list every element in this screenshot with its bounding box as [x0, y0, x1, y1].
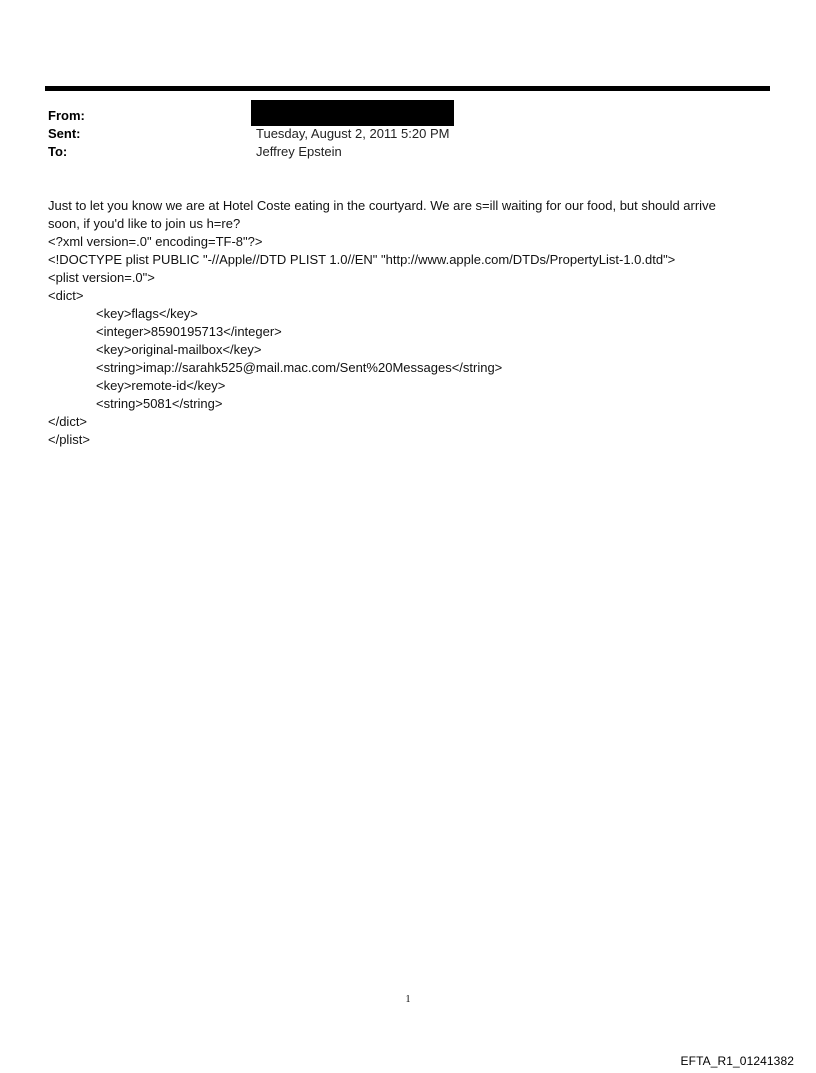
body-line: <string>5081</string> [96, 396, 223, 411]
body-line: Just to let you know we are at Hotel Coste eating in the courtyard. We are s=ill waiting for our food, but should arrive [48, 198, 716, 213]
from-label: From: [48, 108, 85, 123]
sent-label: Sent: [48, 126, 81, 141]
body-line: <key>remote-id</key> [96, 378, 226, 393]
body-line: <key>flags</key> [96, 306, 198, 321]
to-label: To: [48, 144, 68, 159]
document-id: EFTA_R1_01241382 [680, 1054, 794, 1068]
body-line: <?xml version=.0" encoding=TF-8"?> [48, 234, 263, 249]
header-divider [45, 86, 770, 91]
body-line: <plist version=.0"> [48, 270, 155, 285]
to-row [48, 143, 768, 161]
body-line: <dict> [48, 288, 84, 303]
sent-row [48, 125, 768, 143]
body-line: </dict> [48, 414, 88, 429]
page-number: 1 [405, 994, 411, 1005]
body-line: <string>imap://sarahk525@mail.mac.com/Sent%20Messages</string> [96, 360, 503, 375]
redaction-block [251, 100, 454, 126]
to-value: Jeffrey Epstein [256, 144, 342, 159]
sent-value: Tuesday, August 2, 2011 5:20 PM [256, 126, 450, 141]
body-line: soon, if you'd like to join us h=re? [48, 216, 241, 231]
body-line: <integer>8590195713</integer> [96, 324, 282, 339]
body-line: <key>original-mailbox</key> [96, 342, 262, 357]
email-body [48, 197, 758, 449]
body-line: <!DOCTYPE plist PUBLIC "-//Apple//DTD PLIST 1.0//EN" "http://www.apple.com/DTDs/PropertyList-1.0.dtd"> [48, 252, 676, 267]
body-line: </plist> [48, 432, 90, 447]
